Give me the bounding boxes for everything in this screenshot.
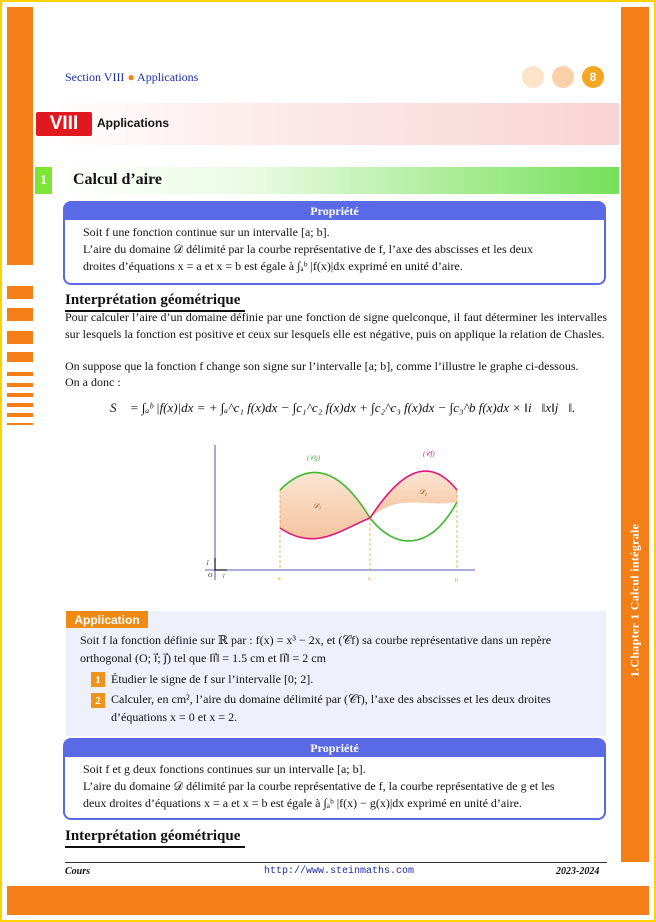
label-cg: (𝒞ɡ) <box>307 454 321 462</box>
right-side-band <box>621 7 649 862</box>
footer-link[interactable]: http://www.steinmaths.com <box>264 866 415 877</box>
application-line: orthogonal (O; i⃗; j⃗) tel que ‖i⃗‖ = 1.5 cm et ‖i⃗‖ = 2 cm <box>80 651 326 665</box>
property-box <box>63 201 606 285</box>
paragraph: On a donc : <box>65 375 121 389</box>
property-title: Propriété <box>65 203 604 220</box>
page-number: 8 <box>582 66 604 88</box>
running-header: Section VIII ● Applications <box>65 70 199 84</box>
left-stripe <box>7 352 33 362</box>
bottom-band <box>7 886 649 915</box>
left-stripe <box>7 413 33 417</box>
left-stripe <box>7 286 33 299</box>
label-d1: 𝒟₁ <box>313 502 322 510</box>
section-title: Calcul d’aire <box>73 171 163 188</box>
label-a: a <box>278 576 281 582</box>
deco-circle <box>522 66 544 88</box>
left-stripe <box>7 383 33 387</box>
label-cf: (𝒞f) <box>423 450 435 458</box>
area-graph <box>195 440 485 590</box>
property-line: droites d’équations x = a et x = b est égale à ∫ₐᵇ |f(x)|dx exprimé en unité d’aire. <box>83 259 463 273</box>
section-number: 1 <box>35 167 52 194</box>
side-chapter-label: 1.Chapter 1 Calcul intégrale <box>627 523 642 677</box>
heading-underline <box>65 846 245 848</box>
property-line: L’aire du domaine 𝒟 délimité par la courbe représentative de f, l’axe des abscisses et les deux <box>83 242 533 256</box>
label-b: b <box>455 578 458 584</box>
application-line: Soit f la fonction définie sur ℝ par : f(x) = x³ − 2x, et (𝒞f) sa courbe représentative dans un repère <box>80 633 552 647</box>
label-i: i⃗ <box>223 575 225 580</box>
chapter-number: VIII <box>36 112 92 136</box>
region-d1 <box>280 472 370 538</box>
question-text <box>111 690 601 726</box>
property-line: Soit f une fonction continue sur un intervalle [a; b]. <box>83 225 330 239</box>
label-c: c <box>368 576 371 582</box>
left-stripe <box>7 372 33 376</box>
question-number: 2 <box>91 693 105 708</box>
property-line: Soit f et g deux fonctions continues sur un intervalle [a; b]. <box>83 762 366 776</box>
left-stripe <box>7 393 33 397</box>
footer-rule <box>65 862 607 863</box>
area-formula: S𝒟 = ∫ₐᵇ |f(x)|dx = + ∫ₐ^c₁ f(x)dx − ∫c₁^c₂ f(x)dx + ∫c₂^c₃ f(x)dx − ∫c₃^b f(x)dx × ‖i⃗‖x‖j⃗‖. <box>110 400 576 415</box>
footer-left: Cours <box>65 866 91 877</box>
property-line: deux droites d’équations x = a et x = b est égale à ∫ₐᵇ |f(x) − g(x)|dx exprimé en unité d’aire. <box>83 796 522 810</box>
deco-circle <box>552 66 574 88</box>
left-stripe <box>7 331 33 344</box>
property-line: L’aire du domaine 𝒟 délimité par la courbe représentative de f, la courbe représentative de g et les <box>83 779 555 793</box>
interpretation-heading: Interprétation géométrique <box>65 828 241 844</box>
question-text: Étudier le signe de f sur l’intervalle [0; 2]. <box>111 672 314 686</box>
chapter-title: Applications <box>97 116 170 130</box>
left-stripe <box>7 308 33 321</box>
question-number: 1 <box>91 672 105 687</box>
property-title: Propriété <box>65 740 604 757</box>
question-line: d’équations x = 0 et x = 2. <box>111 710 238 724</box>
paragraph: On suppose que la fonction f change son signe sur l’intervalle [a; b], comme l’illustre le graphe ci-dessous. <box>65 359 579 373</box>
label-origin: O <box>208 573 213 579</box>
paragraph: Pour calculer l’aire d’un domaine définie par une fonction de signe quelconque, il faut déterminer les intervalles sur lesquels la fonction est positive et ceux sur lesquels elle est négative, puis on applique la relation de Chasles. <box>65 310 607 341</box>
application-tag: Application <box>66 611 148 628</box>
left-stripe <box>7 7 33 265</box>
left-stripe <box>7 403 33 407</box>
application-text <box>80 631 600 667</box>
question-line: Calculer, en cm², l’aire du domaine délimité par (𝒞f), l’axe des abscisses et les deux droites <box>111 692 551 706</box>
label-j: j⃗ <box>207 561 209 566</box>
footer-right: 2023-2024 <box>556 866 600 877</box>
label-d2: 𝒟₂ <box>419 488 428 496</box>
interpretation-heading: Interprétation géométrique <box>65 292 241 308</box>
property-box <box>63 738 606 820</box>
left-stripe <box>7 423 33 425</box>
